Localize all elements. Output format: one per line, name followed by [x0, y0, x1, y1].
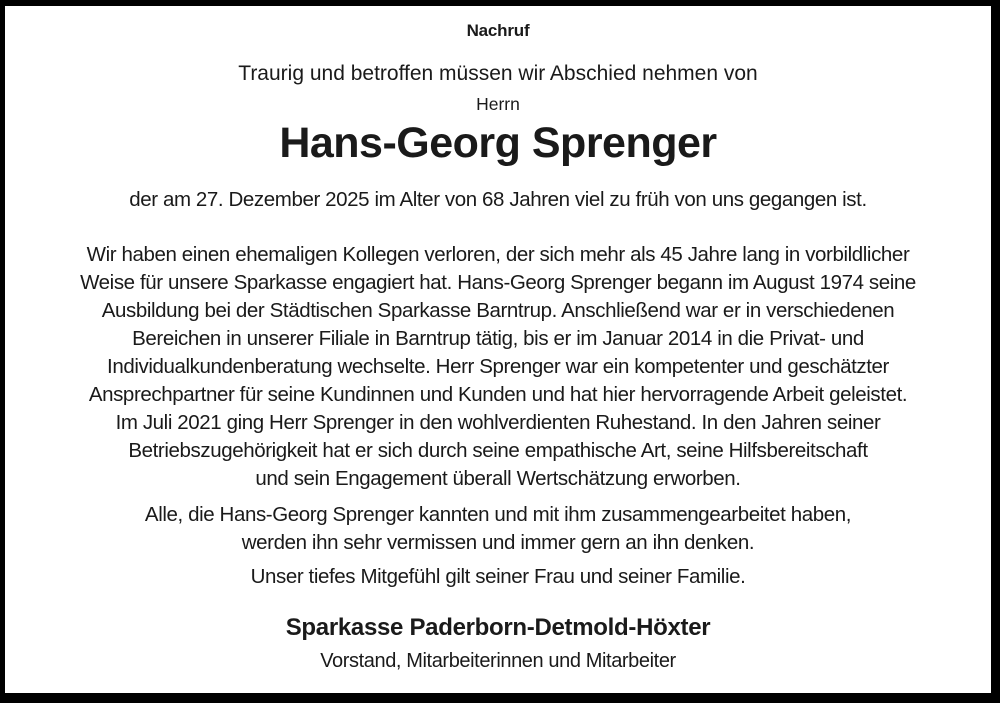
farewell-line: Alle, die Hans-Georg Sprenger kannten und mit ihm zusammengearbeitet haben,	[144, 503, 852, 526]
body-line: Individualkundenberatung wechselte. Herr Sprenger war ein kompetenter und geschätzter	[107, 355, 889, 378]
salutation: Herrn	[476, 94, 520, 114]
body-line: Im Juli 2021 ging Herr Sprenger in den wohlverdienten Ruhestand. In den Jahren seiner	[115, 411, 881, 434]
condolence-line: Unser tiefes Mitgefühl gilt seiner Frau und seiner Familie.	[250, 565, 746, 588]
farewell-line: werden ihn sehr vermissen und immer gern an ihn denken.	[241, 531, 755, 554]
obituary-body	[5, 241, 991, 493]
intro-line: Traurig und betroffen müssen wir Abschied nehmen von	[238, 62, 758, 85]
signature-organization: Sparkasse Paderborn-Detmold-Höxter	[285, 614, 711, 641]
body-line: Betriebszugehörigkeit hat er sich durch seine empathische Art, seine Hilfsbereitschaft	[128, 439, 868, 462]
body-line: Weise für unsere Sparkasse engagiert hat. Hans-Georg Sprenger begann im August 1974 seine	[80, 271, 916, 294]
body-line: Wir haben einen ehemaligen Kollegen verloren, der sich mehr als 45 Jahre lang in vorbildlicher	[86, 243, 910, 266]
notice-type-header: Nachruf	[466, 21, 530, 40]
body-line: Ausbildung bei der Städtischen Sparkasse Barntrup. Anschließend war er in verschiedenen	[101, 299, 895, 322]
farewell-paragraph	[5, 501, 991, 557]
body-line: Ansprechpartner für seine Kundinnen und Kunden und hat hier hervorragende Arbeit geleistet.	[88, 383, 908, 406]
death-date-line: der am 27. Dezember 2025 im Alter von 68 Jahren viel zu früh von uns gegangen ist.	[129, 188, 867, 211]
deceased-name: Hans-Georg Sprenger	[279, 119, 717, 167]
signature-subscript: Vorstand, Mitarbeiterinnen und Mitarbeiter	[320, 650, 676, 672]
body-line: Bereichen in unserer Filiale in Barntrup tätig, bis er im Januar 2014 in die Privat- und	[132, 327, 864, 350]
body-line: und sein Engagement überall Wertschätzung erworben.	[255, 467, 741, 490]
signature-block	[5, 613, 991, 674]
